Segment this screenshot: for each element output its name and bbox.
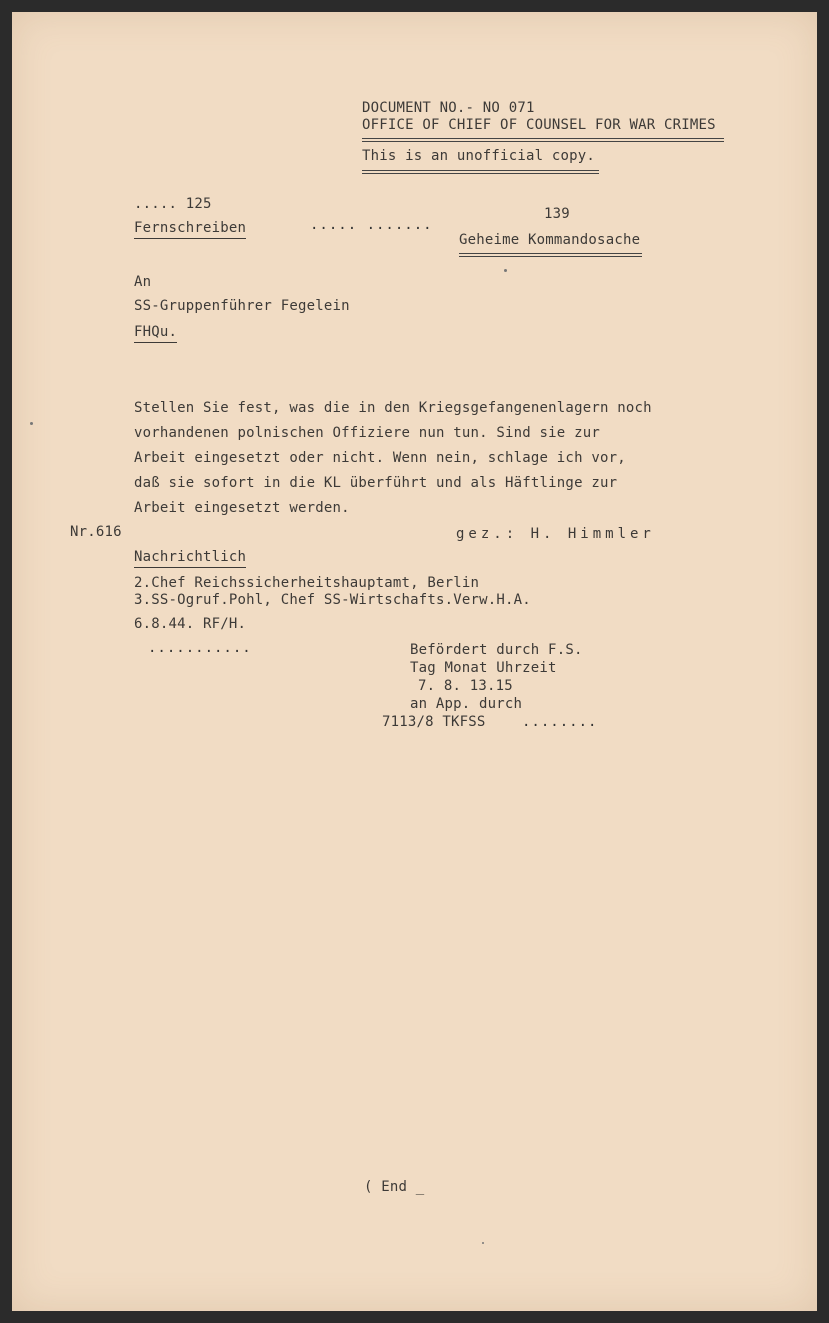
end-marker: ( End _ — [364, 1179, 425, 1195]
document-number: DOCUMENT NO.- NO 071 — [362, 100, 535, 116]
header-double-rule — [362, 138, 724, 142]
paper-speck — [504, 269, 507, 272]
distribution-item: 2.Chef Reichssicherheitshauptamt, Berlin — [134, 575, 480, 591]
recipient-location: FHQu. — [134, 324, 177, 343]
unofficial-copy-note: This is an unofficial copy. — [362, 148, 595, 164]
transmission-line: Tag Monat Uhrzeit — [410, 660, 557, 676]
body-line: vorhandenen polnischen Offiziere nun tun. Sind sie zur — [134, 425, 600, 441]
body-line: daß sie sofort in die KL überführt und als Häftlinge zur — [134, 475, 618, 491]
transmission-left-dots: ........... — [148, 640, 252, 656]
paper-speck — [30, 422, 33, 425]
body-line: Arbeit eingesetzt werden. — [134, 500, 350, 516]
recipient-name: SS-Gruppenführer Fegelein — [134, 298, 350, 314]
transmission-dots: ........ — [522, 714, 598, 730]
document-page — [12, 12, 817, 1311]
transmission-line: an App. durch — [410, 696, 523, 712]
distribution-item: 3.SS-Ogruf.Pohl, Chef SS-Wirtschafts.Verw.H.A. — [134, 592, 531, 608]
office-title: OFFICE OF CHIEF OF COUNSEL FOR WAR CRIMES — [362, 117, 716, 133]
reference-number: Nr.616 — [70, 524, 122, 540]
distribution-title: Nachrichtlich — [134, 549, 246, 568]
recipient-to: An — [134, 274, 152, 290]
transmission-line: 7. 8. 13.15 — [418, 678, 513, 694]
copy-note-double-rule — [362, 170, 599, 174]
telegram-left-number: ..... 125 — [134, 196, 212, 212]
classification: Geheime Kommandosache — [459, 232, 641, 248]
signature: gez.: H. Himmler — [456, 526, 655, 542]
classification-double-rule — [459, 253, 642, 257]
telegram-right-number: 139 — [544, 206, 570, 222]
body-line: Stellen Sie fest, was die in den Kriegsgefangenenlagern noch — [134, 400, 652, 416]
telegram-middle-dots: ..... ....... — [310, 217, 433, 233]
transmission-line: 7113/8 TKFSS — [382, 714, 486, 730]
telegram-type: Fernschreiben — [134, 220, 246, 239]
transmission-line: Befördert durch F.S. — [410, 642, 583, 658]
body-line: Arbeit eingesetzt oder nicht. Wenn nein, schlage ich vor, — [134, 450, 626, 466]
paper-speck — [482, 1242, 484, 1244]
date-reference: 6.8.44. RF/H. — [134, 616, 247, 632]
